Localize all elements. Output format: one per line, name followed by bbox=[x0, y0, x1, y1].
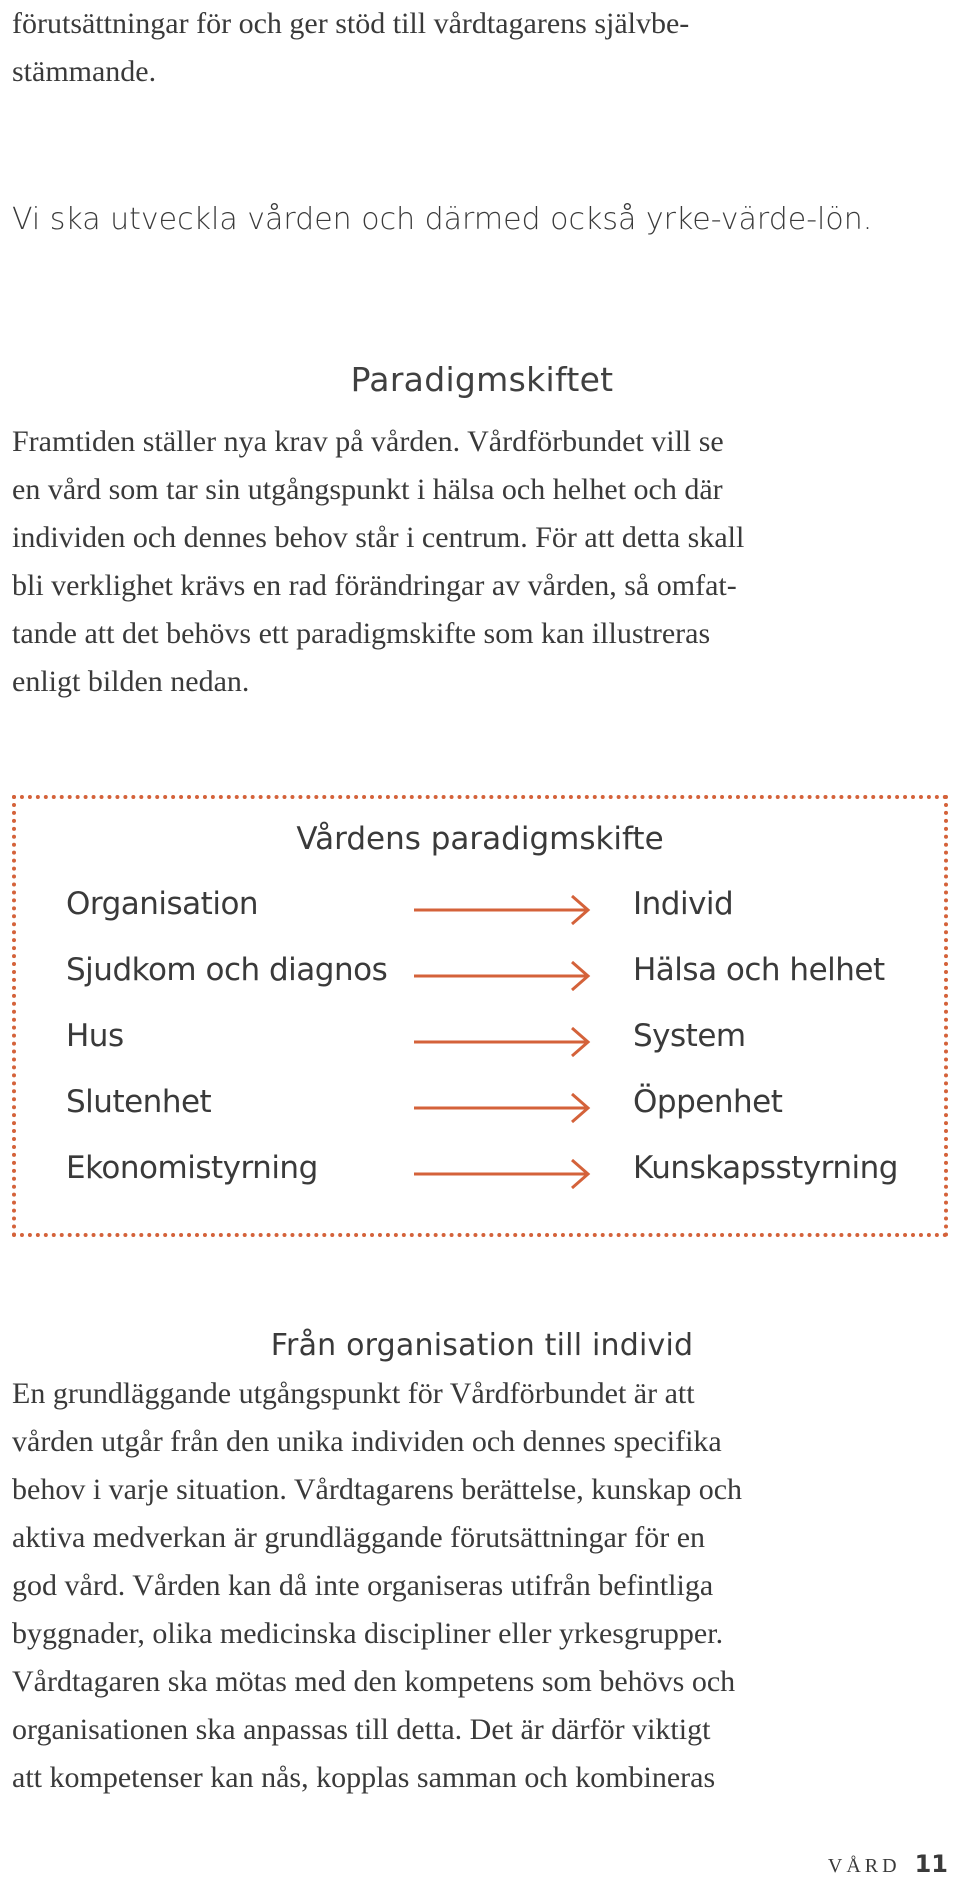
paragraph-line: behov i varje situation. Vårdtagarens berättelse, kunskap och bbox=[12, 1473, 743, 1506]
statement-text bbox=[12, 196, 952, 244]
paradigm-row bbox=[16, 886, 944, 936]
paragraph-line: enligt bilden nedan. bbox=[12, 665, 250, 698]
paragraph-line: aktiva medverkan är grundläggande förutsättningar för en bbox=[12, 1521, 706, 1554]
paragraph-line: bli verklighet krävs en rad förändringar av vården, så omfat- bbox=[12, 569, 737, 602]
paragraph-line: organisationen ska anpassas till detta. Det är därför viktigt bbox=[12, 1713, 711, 1746]
section-heading-text: Från organisation till individ bbox=[270, 1328, 694, 1363]
paragraph-line: Vårdtagaren ska mötas med den kompetens som behövs och bbox=[12, 1665, 736, 1698]
paragraph-line: En grundläggande utgångspunkt för Vårdförbundet är att bbox=[12, 1377, 695, 1410]
statement-line: Vi ska utveckla vården och därmed också yrke-värde-lön. bbox=[12, 202, 873, 237]
paradigm-from: Organisation bbox=[66, 886, 259, 922]
footer-section-label: VÅRD bbox=[827, 1855, 901, 1877]
paradigm-to: Öppenhet bbox=[633, 1084, 783, 1120]
figure-title: Vårdens paradigmskifte bbox=[296, 821, 664, 857]
paradigm-to: Kunskapsstyrning bbox=[633, 1150, 898, 1186]
paradigm-to: Individ bbox=[633, 886, 734, 922]
right-arrow-icon bbox=[412, 958, 592, 994]
section-heading-fran-organisation bbox=[12, 1322, 952, 1370]
paragraph-line: tande att det behövs ett paradigmskifte som kan illustreras bbox=[12, 617, 711, 650]
paradigm-from: Hus bbox=[66, 1018, 124, 1054]
paradigm-shift-figure bbox=[12, 795, 948, 1237]
paragraph-line: individen och dennes behov står i centrum. För att detta skall bbox=[12, 521, 745, 554]
paradigm-to: System bbox=[633, 1018, 746, 1054]
intro-paragraph bbox=[12, 0, 952, 96]
paragraph-line: att kompetenser kan nås, kopplas samman och kombineras bbox=[12, 1761, 716, 1794]
section-heading-paradigmskiftet bbox=[12, 355, 952, 405]
paragraph-line: Framtiden ställer nya krav på vården. Vårdförbundet vill se bbox=[12, 425, 724, 458]
paradigm-row bbox=[16, 1084, 944, 1134]
section-heading-text: Paradigmskiftet bbox=[350, 360, 614, 399]
paradigm-to: Hälsa och helhet bbox=[633, 952, 885, 988]
right-arrow-icon bbox=[412, 1156, 592, 1192]
page-number: 11 bbox=[914, 1850, 948, 1878]
section1-paragraph bbox=[12, 418, 952, 706]
paragraph-line: byggnader, olika medicinska discipliner eller yrkesgrupper. bbox=[12, 1617, 724, 1650]
paradigm-row bbox=[16, 1018, 944, 1068]
page-footer bbox=[828, 1850, 948, 1878]
right-arrow-icon bbox=[412, 892, 592, 928]
section2-paragraph bbox=[12, 1370, 952, 1802]
intro-line: stämmande. bbox=[12, 55, 157, 88]
paragraph-line: en vård som tar sin utgångspunkt i hälsa och helhet och där bbox=[12, 473, 723, 506]
paradigm-from: Ekonomistyrning bbox=[66, 1150, 318, 1186]
paradigm-row bbox=[16, 952, 944, 1002]
paradigm-row bbox=[16, 1150, 944, 1200]
right-arrow-icon bbox=[412, 1024, 592, 1060]
intro-line: förutsättningar för och ger stöd till vårdtagarens självbe- bbox=[12, 7, 690, 40]
paragraph-line: vården utgår från den unika individen och dennes specifika bbox=[12, 1425, 722, 1458]
paradigm-from: Sjudkom och diagnos bbox=[66, 952, 388, 988]
paragraph-line: god vård. Vården kan då inte organiseras utifrån befintliga bbox=[12, 1569, 714, 1602]
paradigm-from: Slutenhet bbox=[66, 1084, 212, 1120]
right-arrow-icon bbox=[412, 1090, 592, 1126]
